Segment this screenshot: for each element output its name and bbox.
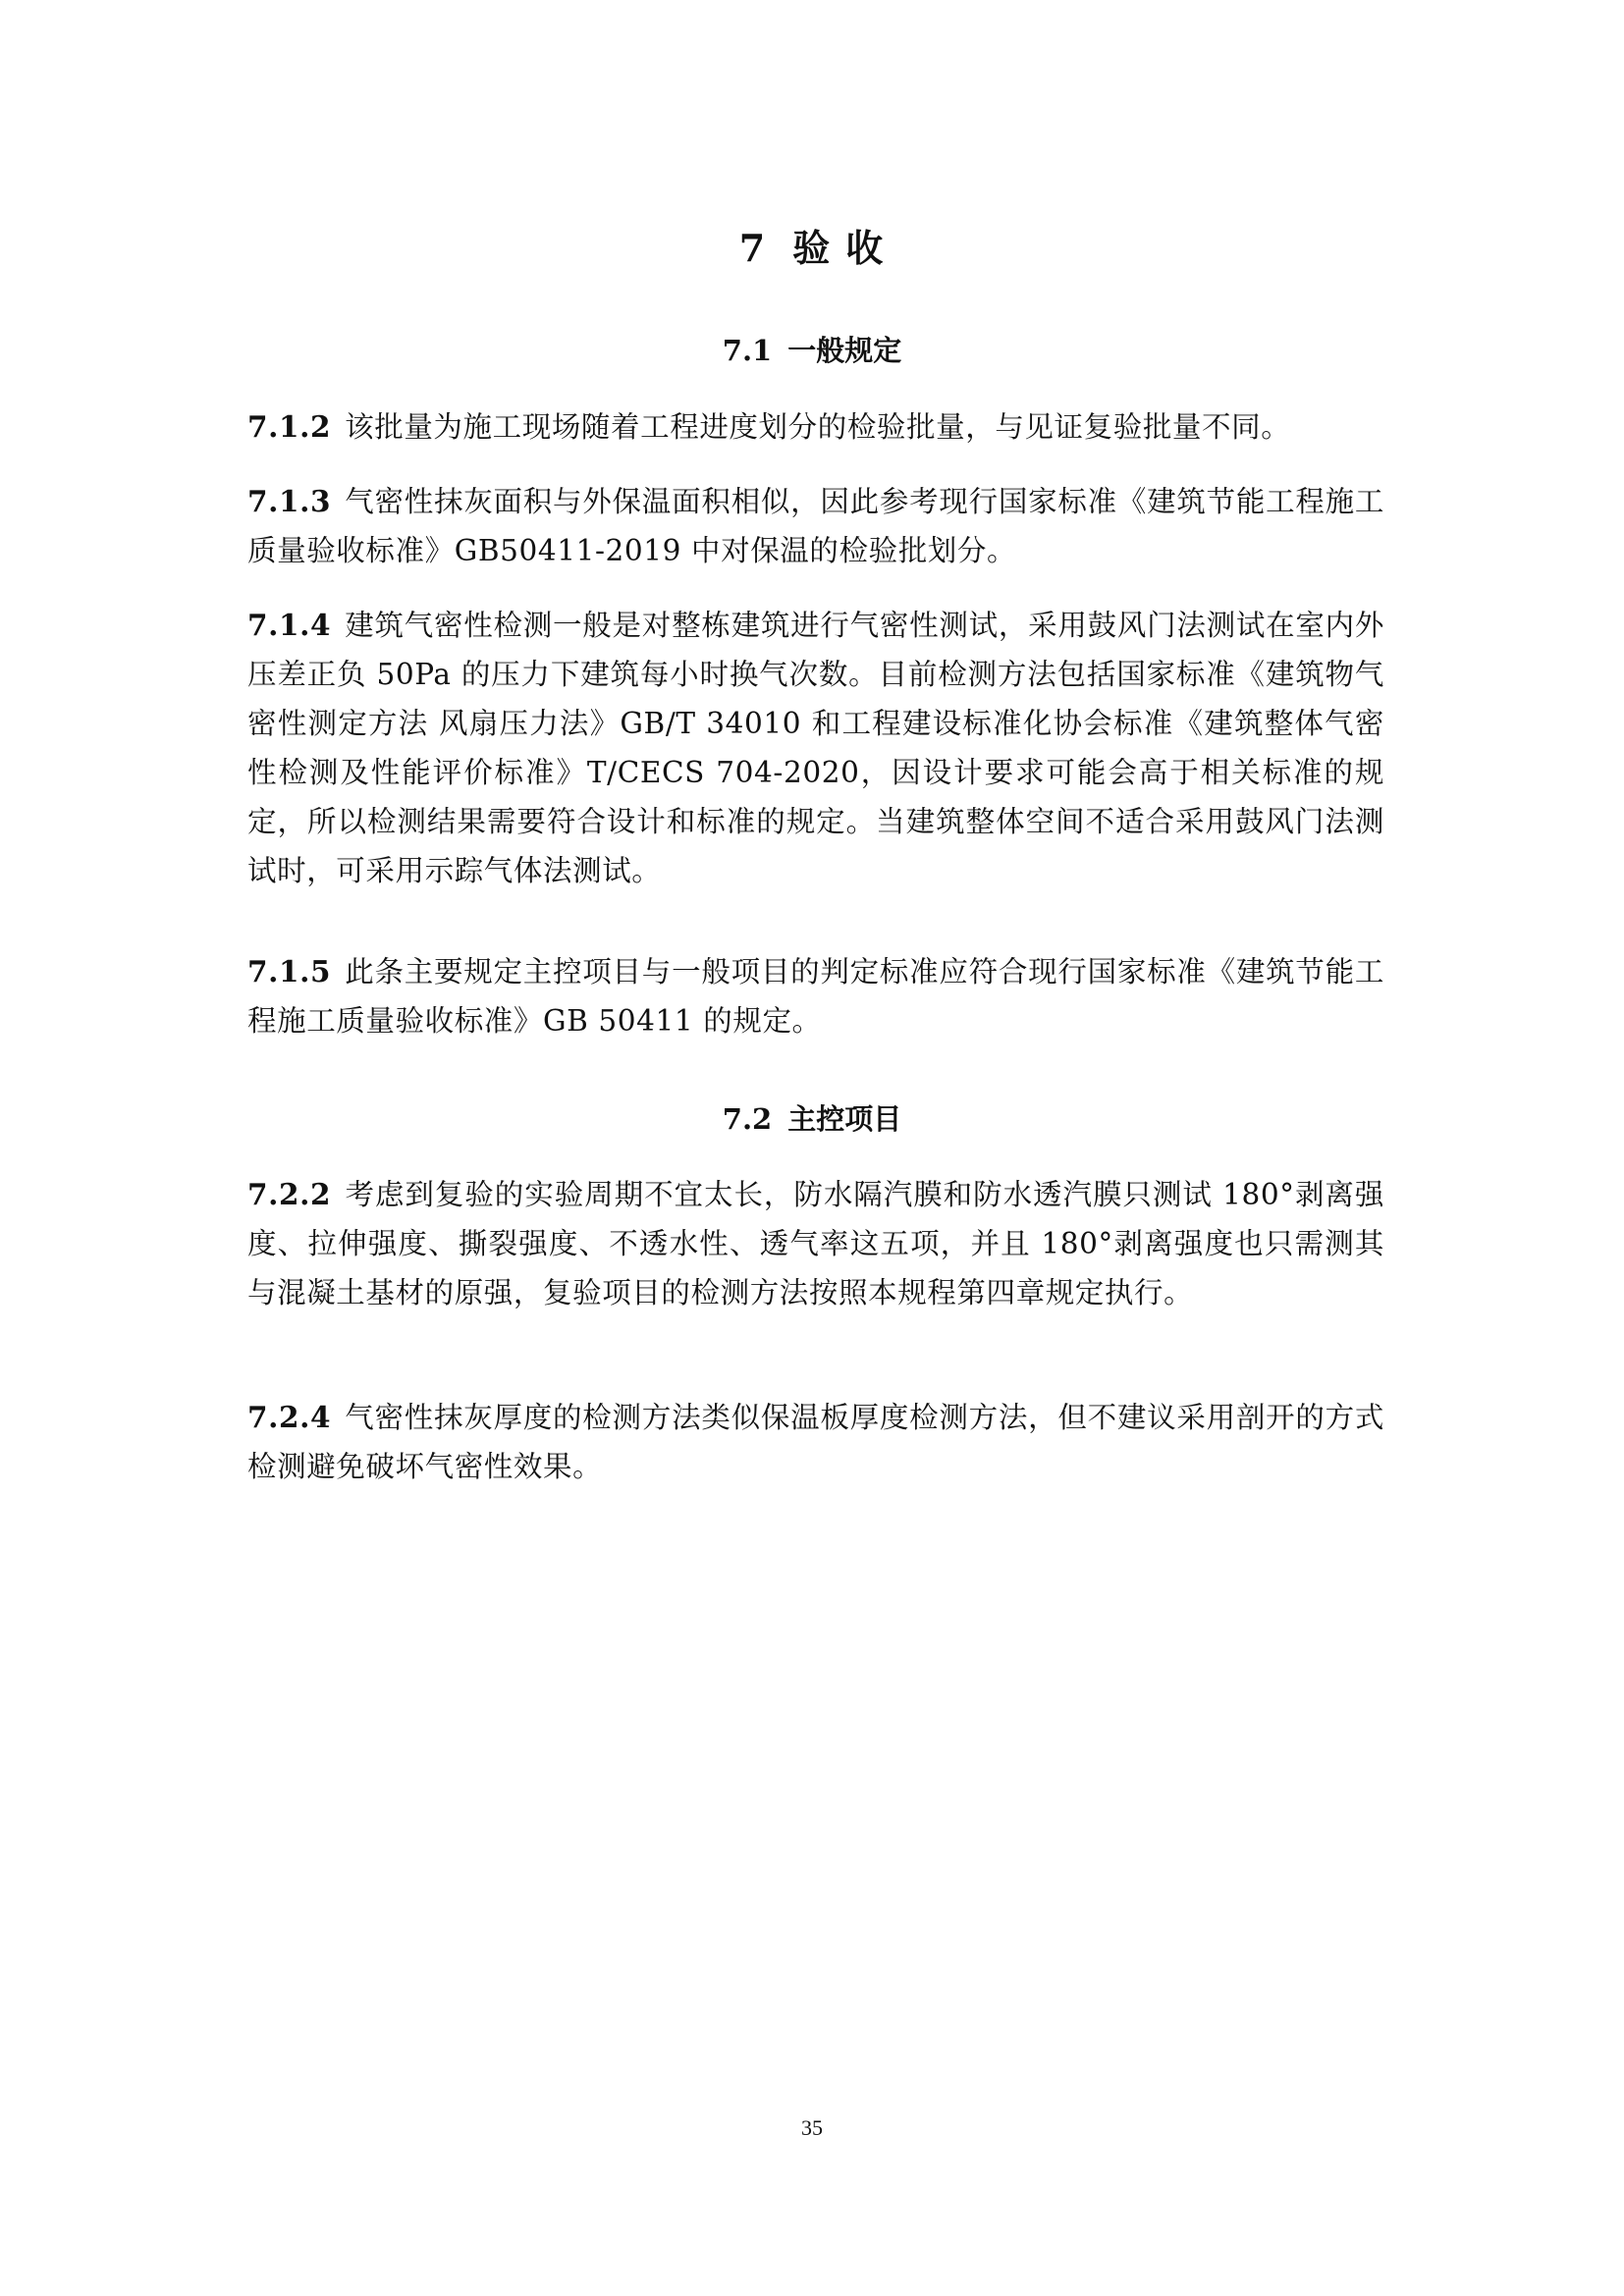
clause-7-2-4 [247,1393,1384,1491]
clause-7-2-2 [247,1170,1384,1317]
clause-number: 7.1.5 [247,954,332,988]
clause-7-1-2 [247,402,1384,452]
clause-7-1-4 [247,601,1384,895]
clause-text: 气密性抹灰面积与外保温面积相似，因此参考现行国家标准《建筑节能工程施工质量验收标准》GB50411-2019 中对保温的检验批划分。 [247,485,1384,567]
clause-text: 此条主要规定主控项目与一般项目的判定标准应符合现行国家标准《建筑节能工程施工质量验收标准》GB 50411 的规定。 [247,955,1384,1038]
clause-number: 7.1.4 [247,608,332,642]
section-number: 7.1 [722,334,773,367]
section-title-text: 一般规定 [787,334,902,367]
chapter-title-char-1: 验 [792,226,833,270]
clause-text: 该批量为施工现场随着工程进度划分的检验批量，与见证复验批量不同。 [345,410,1291,444]
clause-text: 建筑气密性检测一般是对整栋建筑进行气密性测试，采用鼓风门法测试在室内外压差正负 50Pa 的压力下建筑每小时换气次数。目前检测方法包括国家标准《建筑物气密性测定方法 风扇压力法》GB/T 34010 和工程建设标准化协会标准《建筑整体气密性检测及性能评价标准》T/CECS 704-2020，因设计要求可能会高于相关标准的规定，所以检测结果需要符合设计和标准的规定。当建筑整体空间不适合采用鼓风门法测试时，可采用示踪气体法测试。 [247,609,1384,887]
clause-7-1-3 [247,477,1384,575]
clause-number: 7.1.3 [247,484,332,518]
clause-number: 7.2.4 [247,1400,332,1434]
clause-text: 考虑到复验的实验周期不宜太长，防水隔汽膜和防水透汽膜只测试 180°剥离强度、拉伸强度、撕裂强度、不透水性、透气率这五项，并且 180°剥离强度也只需测其与混凝土基材的原强，复验项目的检测方法按照本规程第四章规定执行。 [247,1178,1384,1309]
chapter-title-char-2: 收 [845,226,886,270]
clause-text: 气密性抹灰厚度的检测方法类似保温板厚度检测方法，但不建议采用剖开的方式检测避免破坏气密性效果。 [247,1401,1384,1483]
clause-number: 7.2.2 [247,1177,332,1211]
section-title-7-2 [0,1097,1624,1138]
chapter-number: 7 [738,226,768,270]
chapter-title [0,218,1624,272]
section-number: 7.2 [722,1102,773,1136]
clause-number: 7.1.2 [247,409,332,444]
section-title-7-1 [0,329,1624,369]
section-title-text: 主控项目 [787,1102,902,1136]
page-number: 35 [801,2115,823,2140]
clause-7-1-5 [247,947,1384,1045]
